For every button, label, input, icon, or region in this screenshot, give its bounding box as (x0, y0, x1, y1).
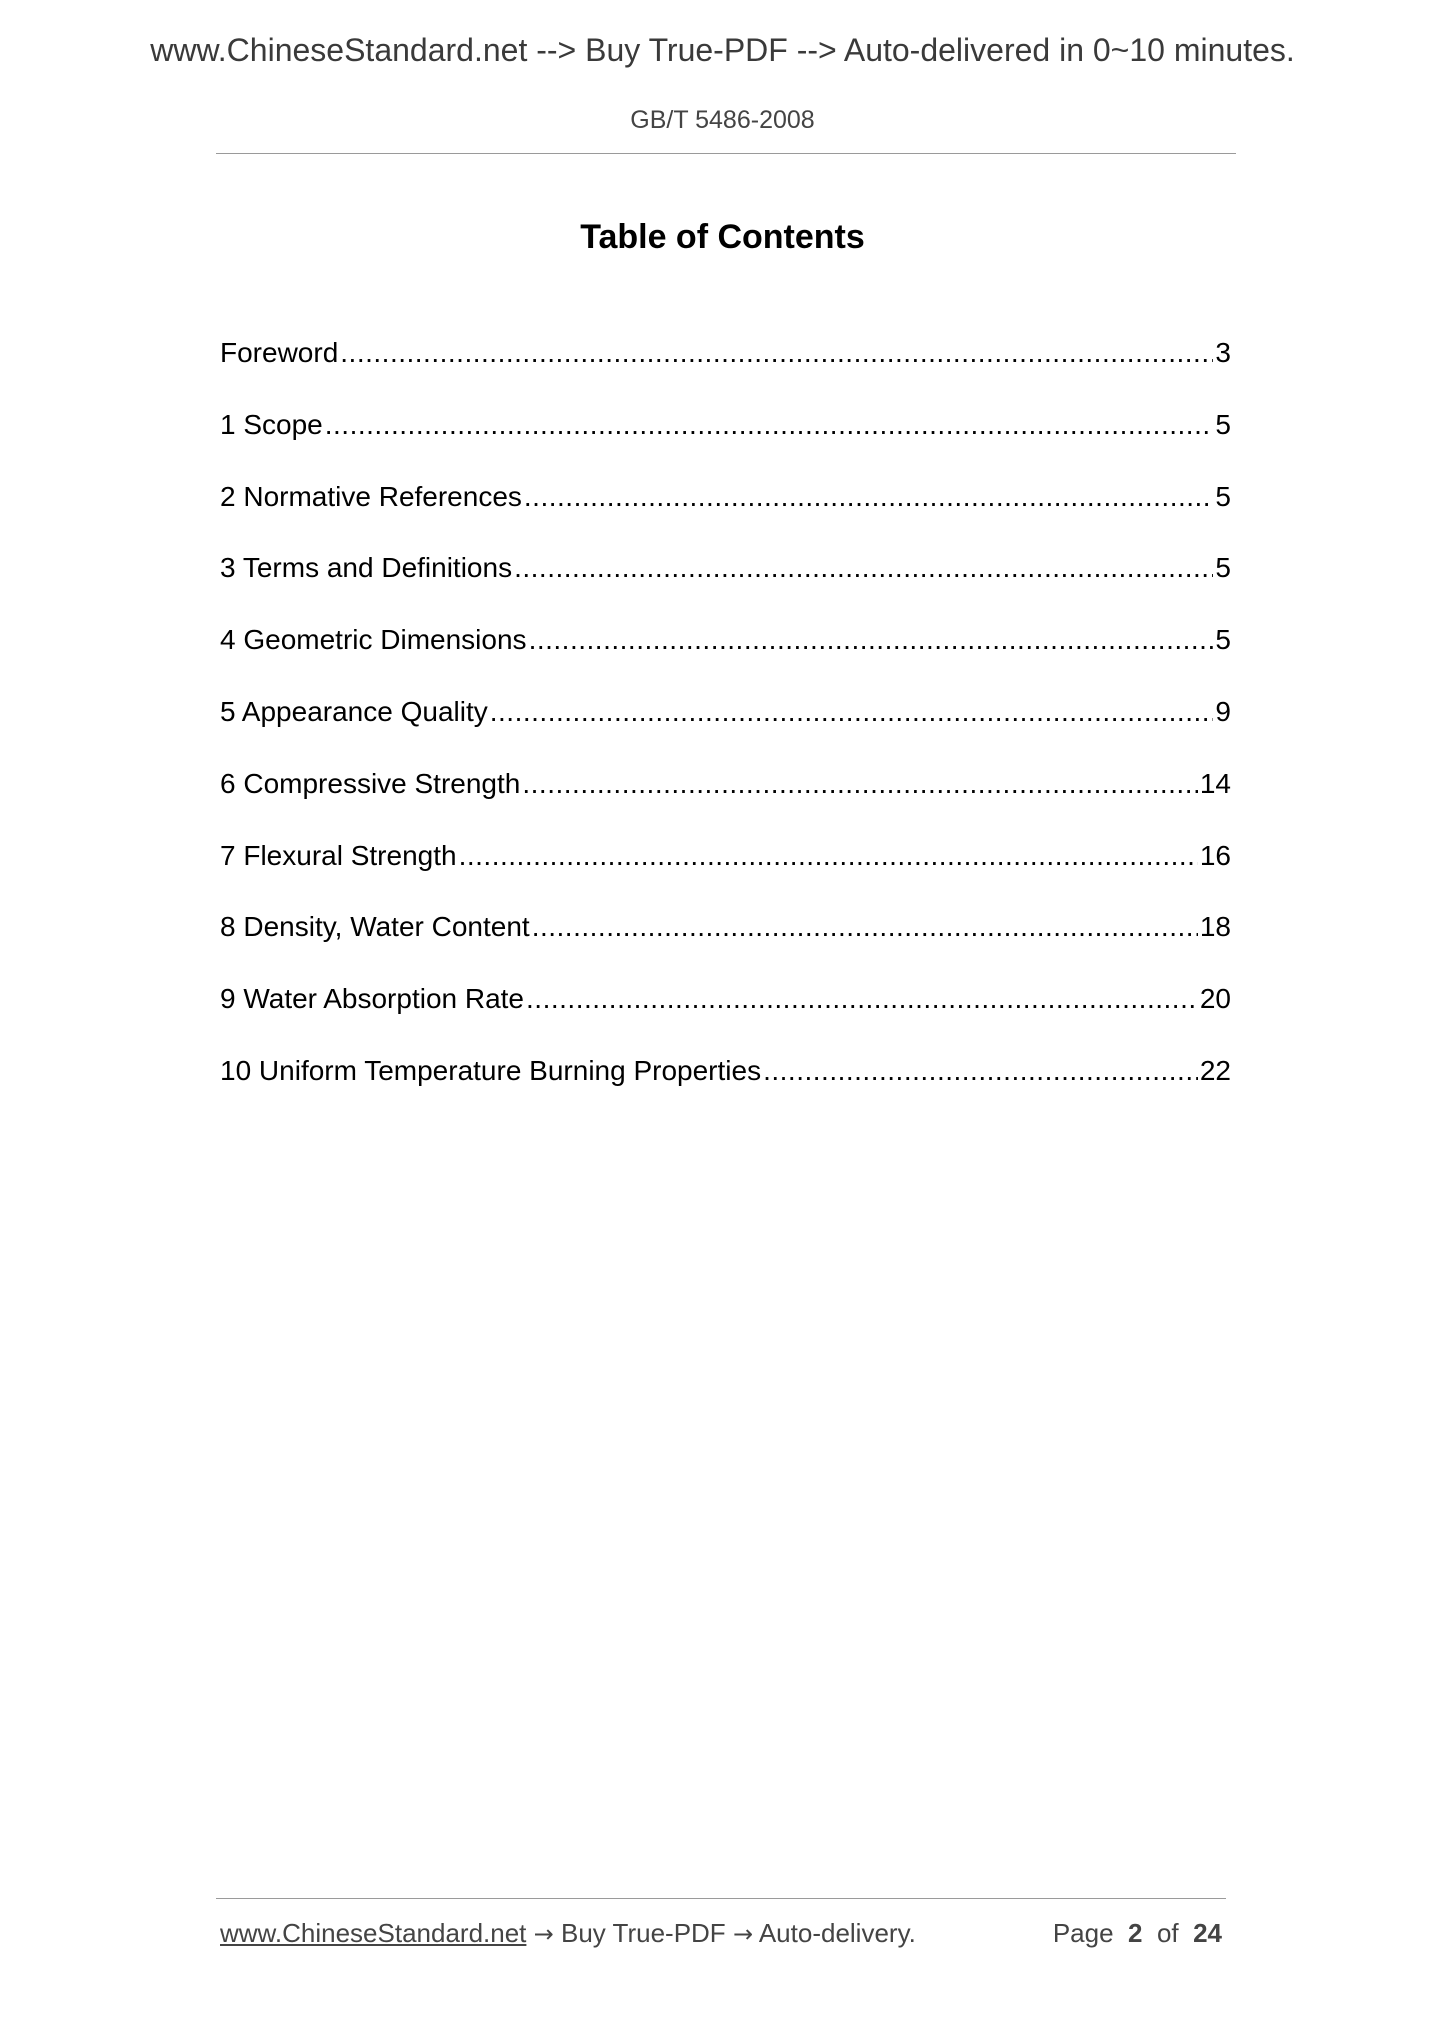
footer-buy-text: Buy True-PDF (560, 1918, 726, 1948)
toc-entry-flexural-strength[interactable] (220, 836, 1231, 908)
toc-entry-page: 16 (1199, 839, 1231, 871)
toc-entry-page: 20 (1199, 983, 1231, 1015)
page-indicator (1053, 1918, 1222, 1949)
footer-links (220, 1918, 916, 1949)
header-divider (216, 153, 1236, 154)
dot-leader (514, 548, 1213, 588)
toc-entry-foreword[interactable] (220, 333, 1231, 405)
total-pages-number: 24 (1193, 1918, 1222, 1948)
toc-entry-water-absorption-rate[interactable] (220, 979, 1231, 1051)
toc-entry-label: 7 Flexural Strength (220, 839, 457, 871)
footer-delivery-text: Auto-delivery. (758, 1918, 916, 1948)
chinesestandard-link[interactable]: www.ChineseStandard.net (220, 1918, 527, 1948)
current-page-number: 2 (1128, 1918, 1143, 1948)
page-footer (220, 1918, 1226, 1958)
toc-entry-appearance-quality[interactable] (220, 692, 1231, 764)
arrow-right-icon: → (533, 1920, 554, 1948)
toc-entry-page: 5 (1215, 480, 1231, 512)
toc-entry-label: 10 Uniform Temperature Burning Properties (220, 1054, 762, 1086)
toc-entry-page: 3 (1215, 337, 1231, 368)
toc-entry-label: Foreword (220, 337, 339, 368)
toc-entry-label: 9 Water Absorption Rate (220, 983, 525, 1015)
toc-entry-compressive-strength[interactable] (220, 764, 1231, 836)
arrow-right-icon: → (732, 1920, 754, 1948)
toc-entry-label: 3 Terms and Definitions (220, 552, 513, 584)
dot-leader (522, 764, 1197, 804)
dot-leader (490, 692, 1214, 732)
dot-leader (532, 907, 1198, 947)
toc-entry-label: 2 Normative References (220, 480, 522, 512)
toc-entry-page: 5 (1215, 552, 1231, 584)
toc-entry-terms-definitions[interactable] (220, 548, 1231, 620)
dot-leader (763, 1051, 1198, 1091)
page-word: Page (1052, 1918, 1114, 1948)
of-word: of (1156, 1918, 1179, 1948)
toc-entry-label: 4 Geometric Dimensions (220, 624, 527, 656)
toc-entry-label: 1 Scope (220, 408, 323, 440)
footer-divider (216, 1898, 1226, 1899)
dot-leader (526, 979, 1198, 1019)
toc-entry-density-water-content[interactable] (220, 907, 1231, 979)
toc-entry-label: 5 Appearance Quality (220, 695, 488, 727)
toc-entry-page: 9 (1215, 695, 1231, 727)
top-banner: www.ChineseStandard.net --> Buy True-PDF --> Auto-delivered in 0~10 minutes. (150, 32, 1295, 68)
toc-title: Table of Contents (580, 218, 865, 256)
document-code: GB/T 5486-2008 (630, 106, 815, 134)
toc-list (220, 333, 1231, 1123)
toc-entry-scope[interactable] (220, 405, 1231, 477)
toc-entry-label: 6 Compressive Strength (220, 767, 521, 799)
toc-entry-uniform-temperature-burning[interactable] (220, 1051, 1231, 1123)
toc-entry-page: 18 (1199, 911, 1231, 943)
dot-leader (325, 405, 1214, 445)
dot-leader (459, 836, 1198, 876)
toc-entry-geometric-dimensions[interactable] (220, 620, 1231, 692)
toc-entry-page: 5 (1215, 624, 1231, 656)
dot-leader (340, 333, 1213, 373)
toc-entry-page: 14 (1199, 767, 1231, 799)
dot-leader (524, 477, 1214, 517)
dot-leader (529, 620, 1214, 660)
toc-entry-label: 8 Density, Water Content (220, 911, 530, 943)
toc-entry-page: 5 (1215, 408, 1231, 440)
toc-entry-normative-references[interactable] (220, 477, 1231, 549)
toc-entry-page: 22 (1199, 1054, 1231, 1086)
